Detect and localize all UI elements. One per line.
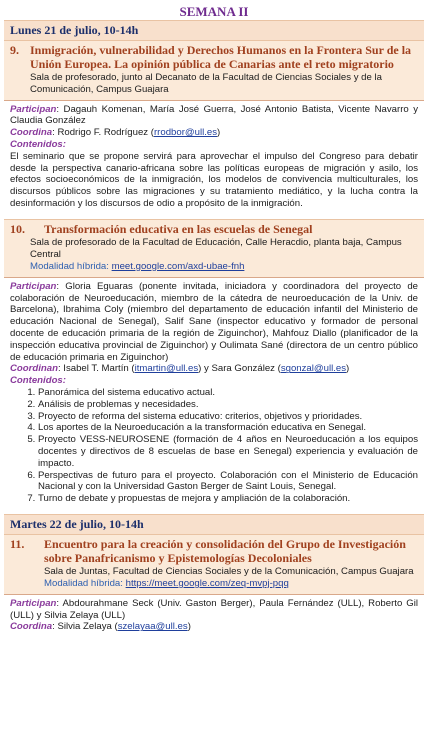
coordinator-2-name: ) y Sara González ( bbox=[198, 363, 281, 375]
session-11-participants bbox=[10, 598, 418, 622]
participants-label: Participan bbox=[10, 280, 57, 292]
session-9-contents: El seminario que se propone servirá para aprovechar el impulso del Congreso para debatir desde la perspectiva canario-africana sobre las políticas europeas de migración y asilo, los efectos socioeconómicos de la inmigración, los modelos de convivencia multiculturales, los discursos públicos sobre las migraciones y su tratamiento mediático, y la lucha contra la desinformación y los discursos de odio a propósito de la inmigración. bbox=[10, 150, 418, 209]
session-number: 10. bbox=[10, 221, 25, 236]
session-number: 11. bbox=[10, 537, 25, 551]
session-title-text: Inmigración, vulnerabilidad y Derechos Humanos en la Frontera Sur de la Unión Europea. La opinión pública de Canarias ante el reto migratorio bbox=[30, 43, 412, 71]
list-item: 5. Proyecto VESS-NEUROSENE (formación de 4 años en Neuroeducación a los equipos docentes y directivos de 8 escuelas de base en Senegal) experiencia y evaluación de impacto. bbox=[38, 434, 418, 469]
session-9-body bbox=[4, 100, 424, 214]
session-10-participants bbox=[10, 281, 418, 364]
meet-link[interactable]: meet.google.com/axd-ubae-fnh bbox=[111, 260, 245, 272]
session-10-modality bbox=[10, 261, 418, 273]
session-11-header bbox=[4, 534, 424, 594]
session-9-venue: Sala de profesorado, junto al Decanato de la Facultad de Ciencias Sociales y de la Comunicación, Campus Guajara bbox=[30, 72, 382, 95]
session-11-body bbox=[4, 594, 424, 637]
modality-label: Modalidad híbrida: bbox=[44, 577, 123, 589]
session-9-coordinator bbox=[10, 127, 418, 139]
week-title: SEMANA II bbox=[179, 4, 249, 19]
coordinator-close: ) bbox=[217, 127, 221, 139]
session-9-title bbox=[10, 44, 418, 71]
meet-link[interactable]: https://meet.google.com/zeq-mvpj-pqq bbox=[125, 577, 289, 589]
coordinator-1-name: : Isabel T. Martín ( bbox=[57, 363, 135, 375]
participants-text: : Dagauh Komenan, María José Guerra, José Antonio Batista, Vicente Navarro y Claudia González bbox=[10, 103, 418, 127]
session-9-contents-heading bbox=[10, 139, 418, 151]
participants-label: Participan bbox=[10, 103, 57, 115]
coordinator-email-link[interactable]: szelayaa@ull.es bbox=[117, 621, 188, 633]
list-item: 2. Análisis de problemas y necesidades. bbox=[38, 399, 418, 411]
program-page bbox=[4, 4, 424, 746]
coordinators-close: ) bbox=[346, 363, 350, 375]
session-title-text: Transformación educativa en las escuelas de Senegal bbox=[44, 221, 313, 236]
day-header-tuesday: Martes 22 de julio, 10-14h bbox=[4, 514, 424, 534]
session-10-contents-list bbox=[10, 387, 418, 505]
session-11-title bbox=[10, 538, 418, 565]
participants-label: Participan bbox=[10, 597, 57, 609]
coordinator-name: : Rodrigo F. Rodríguez ( bbox=[52, 127, 154, 139]
session-number: 9. bbox=[10, 43, 19, 57]
modality-label: Modalidad híbrida: bbox=[30, 260, 109, 272]
session-10-header bbox=[4, 219, 424, 277]
participants-text: : Gloria Eguaras (ponente invitada, iniciadora y coordinadora del proyecto de colaboración de Neuroeducación, miembro de la cátedra de neuroeducación de la Univ. de Barcelona), Ibrahima Coly (miembro del departamento de educación infantil del Ministerio de educación Nacional de Senegal), Salif Sane (inspector educativo y formador de personal docente de educación primaria de la región de Ziguinchor), Mahfouz Diallo (planificador de la inspección educativa provincial de Ziguinchor) y Oulimata Sané (directora de un centro público de educación primaria en Ziguinchor) bbox=[10, 280, 418, 363]
session-9-participants bbox=[10, 104, 418, 128]
coordinator-label: Coordina bbox=[10, 127, 53, 139]
contents-label: Contenidos bbox=[10, 375, 63, 387]
contents-colon: : bbox=[62, 138, 66, 150]
session-10-title bbox=[10, 223, 418, 237]
session-10-coordinators bbox=[10, 363, 418, 375]
session-11-modality bbox=[10, 578, 418, 590]
list-item: 7. Turno de debate y propuestas de mejora y ampliación de la colaboración. bbox=[38, 493, 418, 505]
coordinator-1-email-link[interactable]: itmartin@ull.es bbox=[134, 363, 199, 375]
list-item: 6. Perspectivas de futuro para el proyecto. Colaboración con el Ministerio de Educación Nacional y con la Universidad Gaston Berger de Saint Louis, Senegal. bbox=[38, 470, 418, 494]
contents-colon: : bbox=[62, 375, 66, 387]
coordinator-name: : Silvia Zelaya ( bbox=[52, 621, 118, 633]
session-11-venue: Sala de Juntas, Facultad de Ciencias Sociales y de la Comunicación, Campus Guajara bbox=[44, 566, 414, 577]
list-item: 3. Proyecto de reforma del sistema educativo: criterios, objetivos y prioridades. bbox=[38, 411, 418, 423]
session-title-text: Encuentro para la creación y consolidación del Grupo de Investigación sobre Panafricanismo y Epistemologías Decoloniales bbox=[44, 537, 406, 565]
session-9-header bbox=[4, 40, 424, 100]
list-item: 4. Los aportes de la Neuroeducación a la transformación educativa en Senegal. bbox=[38, 422, 418, 434]
session-10-venue: Sala de profesorado de la Facultad de Educación, Calle Heracdio, planta baja, Campus Central bbox=[30, 237, 402, 261]
participants-text: : Abdourahmane Seck (Univ. Gaston Berger), Paula Fernández (ULL), Roberto Gil (ULL) y Silvia Zelaya (ULL) bbox=[10, 597, 418, 621]
coordinator-label: Coordina bbox=[10, 621, 53, 633]
coordinator-2-email-link[interactable]: sgonzal@ull.es bbox=[280, 363, 347, 375]
coordinators-label: Coordinan bbox=[10, 363, 58, 375]
contents-label: Contenidos bbox=[10, 138, 63, 150]
session-10-contents-heading bbox=[10, 375, 418, 387]
day-header-monday: Lunes 21 de julio, 10-14h bbox=[4, 20, 424, 40]
session-10-body bbox=[4, 277, 424, 509]
coordinator-close: ) bbox=[187, 621, 191, 633]
session-11-coordinator bbox=[10, 621, 418, 633]
coordinator-email-link[interactable]: rrodbor@ull.es bbox=[153, 127, 218, 139]
list-item: 1. Panorámica del sistema educativo actual. bbox=[38, 387, 418, 399]
